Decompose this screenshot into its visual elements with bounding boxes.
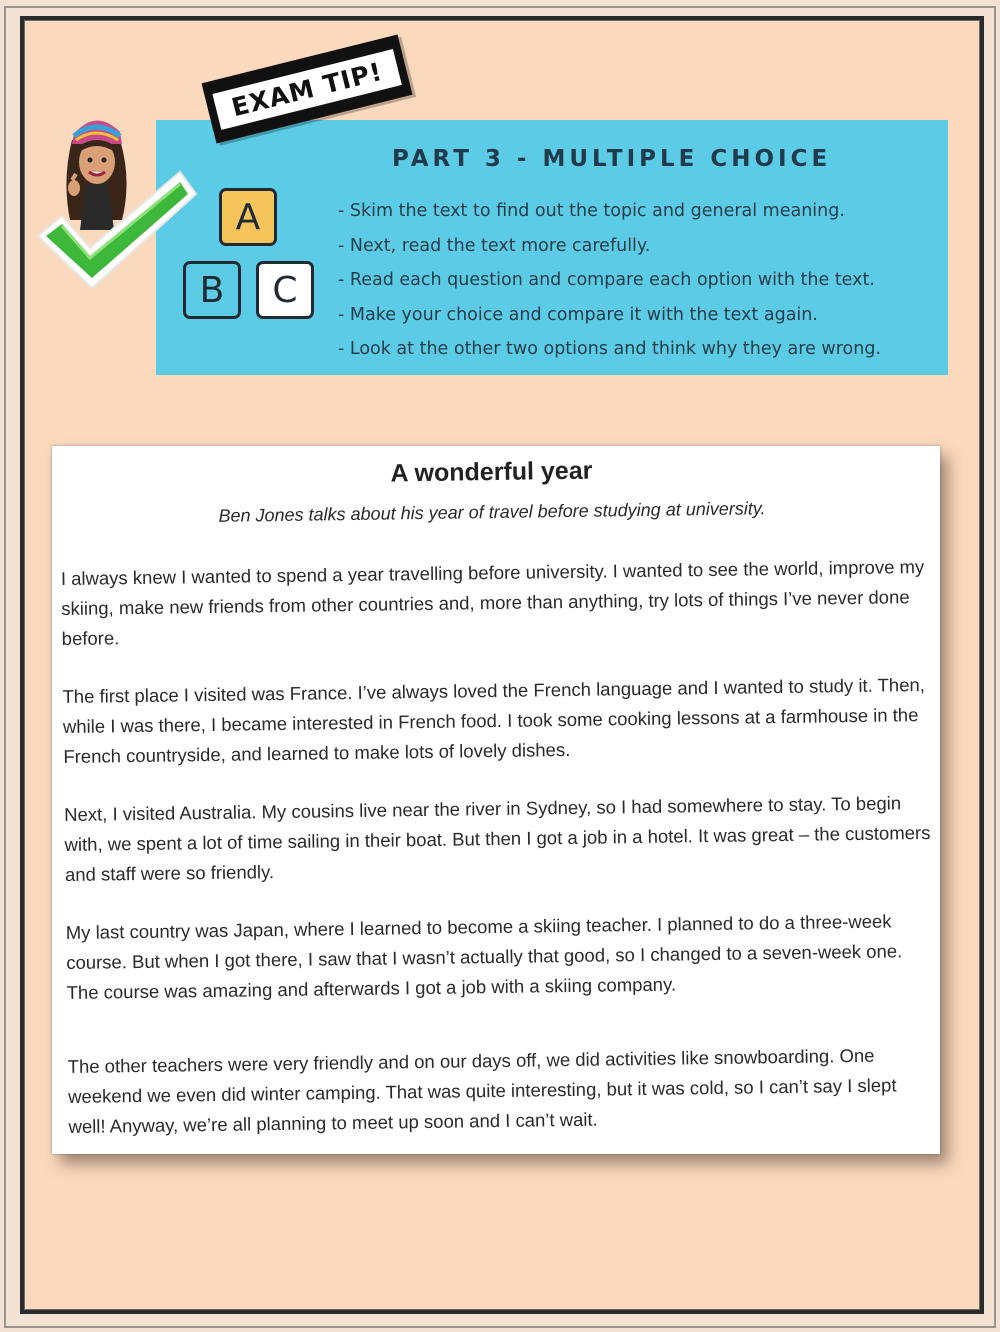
article-paragraph: The first place I visited was France. I’ve always loved the French language and I wanted to study it. Then, while I was there, I became interested in French food. I took some cooking lessons at a farmhouse in the French countryside, and learned to make lots of lovely dishes. [62,674,925,768]
checkmark-icon [32,164,202,294]
exam-tip-tag-label: EXAM TIP! [212,49,402,130]
tip-item: - Make your choice and compare it with the text again. [338,304,818,325]
article-title: A wonderful year [390,456,593,488]
article-paragraph: Next, I visited Australia. My cousins live near the river in Sydney, so I had somewhere to stay. To begin with, we spent a lot of time sailing in their boat. But then I got a job in a hotel. It was great – the customers and staff were so friendly. [64,792,931,886]
letter-c-label: C [272,269,298,311]
tip-title: PART 3 - MULTIPLE CHOICE [392,146,832,172]
tip-item: - Skim the text to find out the topic and general meaning. [338,201,845,221]
letter-c-icon [256,261,314,319]
tip-item: - Next, read the text more carefully. [338,235,651,256]
article-paragraph: I always knew I wanted to spend a year travelling before university. I wanted to see the world, improve my skiing, make new friends from other countries and, more than anything, try lots of things I’ve never done before. [60,555,925,650]
letter-b-label: B [199,269,225,311]
tip-list [338,194,881,367]
tip-item: - Read each question and compare each option with the text. [338,270,875,290]
tip-item: - Look at the other two options and think why they are wrong. [338,339,882,359]
letter-a-label: A [235,196,261,238]
article-sheet [52,446,940,1154]
exam-tip-panel [156,120,948,375]
article-subtitle: Ben Jones talks about his year of travel before studying at university. [218,498,766,526]
article-paragraph: My last country was Japan, where I learned to become a skiing teacher. I planned to do a three-week course. But when I got there, I saw that I wasn’t actually that good, so I changed to a seven-week one. The course was amazing and afterwards I got a job with a skiing company. [65,910,903,1004]
letter-a-icon [219,188,277,246]
article-paragraph: The other teachers were very friendly and on our days off, we did activities like snowboarding. One weekend we even did winter camping. That was quite interesting, but it was cold, so I can’t say I slept well! Anyway, we’re all planning to meet up soon and I can’t wait. [67,1044,897,1137]
